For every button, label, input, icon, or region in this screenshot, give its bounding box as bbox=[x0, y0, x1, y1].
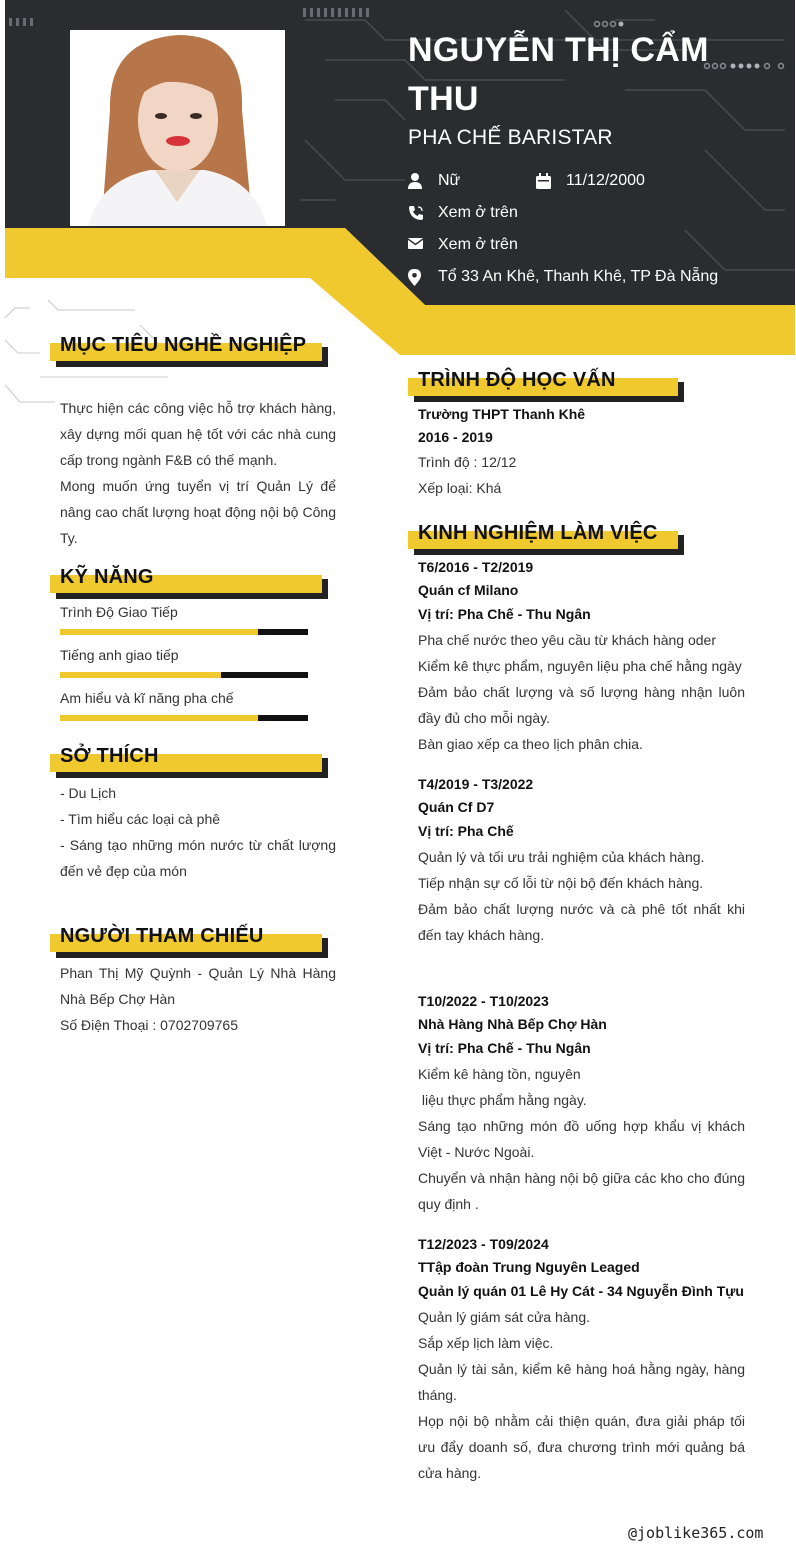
job-position: Quản lý quán 01 Lê Hy Cát - 34 Nguyễn Đình Tựu bbox=[418, 1283, 744, 1299]
email-info bbox=[408, 236, 518, 254]
gender-value: Nữ bbox=[438, 172, 461, 189]
skill-item bbox=[60, 690, 308, 721]
objective-title: MỤC TIÊU NGHỀ NGHIỆP bbox=[60, 334, 307, 356]
email-value: Xem ở trên bbox=[438, 236, 518, 253]
job-duty: Bàn giao xếp ca theo lịch phân chia. bbox=[418, 736, 643, 752]
skill-bar bbox=[60, 629, 308, 635]
address-info bbox=[408, 268, 718, 286]
job-position: Vị trí: Pha Chế bbox=[418, 823, 514, 839]
job-duty: Đảm bảo chất lượng nước và cà phê tốt nhất khi đến tay khách hàng. bbox=[418, 901, 745, 943]
hobbies-title: SỞ THÍCH bbox=[60, 745, 159, 767]
objective-text bbox=[60, 395, 336, 551]
references-title: NGƯỜI THAM CHIẾU bbox=[60, 925, 264, 947]
school-name: Trường THPT Thanh Khê bbox=[418, 406, 586, 422]
objective-line: Thực hiện các công việc hỗ trợ khách hàng, xây dựng mối quan hệ tốt với các nhà cung cấp trong ngành F&B có thế mạnh. bbox=[60, 400, 336, 468]
address-value: Tổ 33 An Khê, Thanh Khê, TP Đà Nẵng bbox=[438, 268, 719, 285]
phone-icon bbox=[408, 205, 424, 221]
job-company: Quán Cf D7 bbox=[418, 799, 495, 815]
job-position: Vị trí: Pha Chế - Thu Ngân bbox=[418, 1040, 591, 1056]
skill-level bbox=[60, 715, 258, 721]
envelope-icon bbox=[408, 237, 424, 253]
job-entry bbox=[418, 773, 745, 948]
job-duty: Kiểm kê thực phẩm, nguyên liệu pha chế hằng ngày bbox=[418, 658, 742, 674]
map-pin-icon bbox=[408, 269, 424, 285]
skill-level bbox=[60, 629, 258, 635]
skill-label: Am hiểu và kĩ năng pha chế bbox=[60, 690, 234, 706]
user-icon bbox=[408, 173, 424, 189]
job-duty: Kiểm kê hàng tồn, nguyên bbox=[418, 1066, 581, 1082]
job-entry bbox=[418, 990, 745, 1217]
job-duty: Tiếp nhận sự cố lỗi từ nội bộ đến khách hàng. bbox=[418, 875, 704, 891]
experience-title: KINH NGHIỆM LÀM VIỆC bbox=[418, 522, 658, 544]
education-entry bbox=[418, 403, 745, 501]
references-text bbox=[60, 960, 336, 1038]
job-period: T10/2022 - T10/2023 bbox=[418, 993, 549, 1009]
hobby-item: - Du Lịch bbox=[60, 785, 117, 801]
job-duty: Sắp xếp lịch làm việc. bbox=[418, 1335, 554, 1351]
skills-title: KỸ NĂNG bbox=[60, 566, 154, 588]
candidate-name: NGUYỄN THỊ CẨM THU bbox=[408, 31, 709, 118]
education-level: Trình độ : 12/12 bbox=[418, 454, 517, 470]
hobby-item: - Tìm hiểu các loại cà phê bbox=[60, 811, 221, 827]
job-duty: Chuyển và nhận hàng nội bộ giữa các kho cho đúng quy định . bbox=[418, 1170, 745, 1212]
skill-bar bbox=[60, 715, 308, 721]
reference-line: Phan Thị Mỹ Quỳnh - Quản Lý Nhà Hàng Nhà Bếp Chợ Hàn bbox=[60, 965, 336, 1007]
reference-line: Số Điện Thoại : 0702709765 bbox=[60, 1017, 238, 1033]
calendar-icon bbox=[536, 173, 552, 189]
job-entry bbox=[418, 556, 745, 757]
skill-item bbox=[60, 604, 308, 635]
job-period: T4/2019 - T3/2022 bbox=[418, 776, 534, 792]
hobby-item: - Sáng tạo những món nước từ chất lượng đến vẻ đẹp của món bbox=[60, 837, 336, 879]
job-title: PHA CHẾ BARISTAR bbox=[408, 126, 613, 149]
job-duty: Đảm bảo chất lượng và số lượng hàng nhận luôn đầy đủ cho mỗi ngày. bbox=[418, 684, 745, 726]
job-duty: Họp nội bộ nhằm cải thiện quán, đưa giải pháp tối ưu đẩy doanh số, đưa chương trình mới quảng bá cửa hàng. bbox=[418, 1413, 745, 1481]
birthday-info bbox=[536, 172, 645, 190]
job-company: Nhà Hàng Nhà Bếp Chợ Hàn bbox=[418, 1016, 607, 1032]
skill-label: Tiếng anh giao tiếp bbox=[60, 647, 179, 663]
job-duty: Quản lý giám sát cửa hàng. bbox=[418, 1309, 591, 1325]
job-company: TTập đoàn Trung Nguyên Leaged bbox=[418, 1259, 640, 1275]
job-period: T6/2016 - T2/2019 bbox=[418, 559, 534, 575]
job-period: T12/2023 - T09/2024 bbox=[418, 1236, 549, 1252]
job-company: Quán cf Milano bbox=[418, 582, 519, 598]
profile-photo bbox=[70, 30, 285, 226]
gender-info bbox=[408, 172, 460, 190]
skill-label: Trình Độ Giao Tiếp bbox=[60, 604, 178, 620]
education-rank: Xếp loại: Khá bbox=[418, 480, 502, 496]
job-duty: liệu thực phẩm hằng ngày. bbox=[418, 1092, 587, 1108]
phone-value: Xem ở trên bbox=[438, 204, 518, 221]
job-duty: Sáng tạo những món đồ uống hợp khẩu vị khách Việt - Nước Ngoài. bbox=[418, 1118, 745, 1160]
job-duty: Pha chế nước theo yêu cầu từ khách hàng oder bbox=[418, 632, 717, 648]
job-duty: Quản lý tài sản, kiểm kê hàng hoá hằng ngày, hàng tháng. bbox=[418, 1361, 745, 1403]
skill-bar bbox=[60, 672, 308, 678]
watermark-link[interactable]: @joblike365.com bbox=[628, 1524, 764, 1542]
job-duty: Quản lý và tối ưu trải nghiệm của khách hàng. bbox=[418, 849, 705, 865]
skill-level bbox=[60, 672, 221, 678]
phone-info bbox=[408, 204, 518, 222]
skill-item bbox=[60, 647, 308, 678]
hobbies-list bbox=[60, 780, 336, 884]
school-years: 2016 - 2019 bbox=[418, 429, 493, 445]
objective-line: Mong muốn ứng tuyển vị trí Quản Lý để nâng cao chất lượng hoạt động nội bộ Công Ty. bbox=[60, 478, 336, 546]
job-position: Vị trí: Pha Chế - Thu Ngân bbox=[418, 606, 591, 622]
education-title: TRÌNH ĐỘ HỌC VẤN bbox=[418, 369, 616, 391]
job-entry bbox=[418, 1233, 745, 1486]
birthday-value: 11/12/2000 bbox=[566, 172, 645, 189]
